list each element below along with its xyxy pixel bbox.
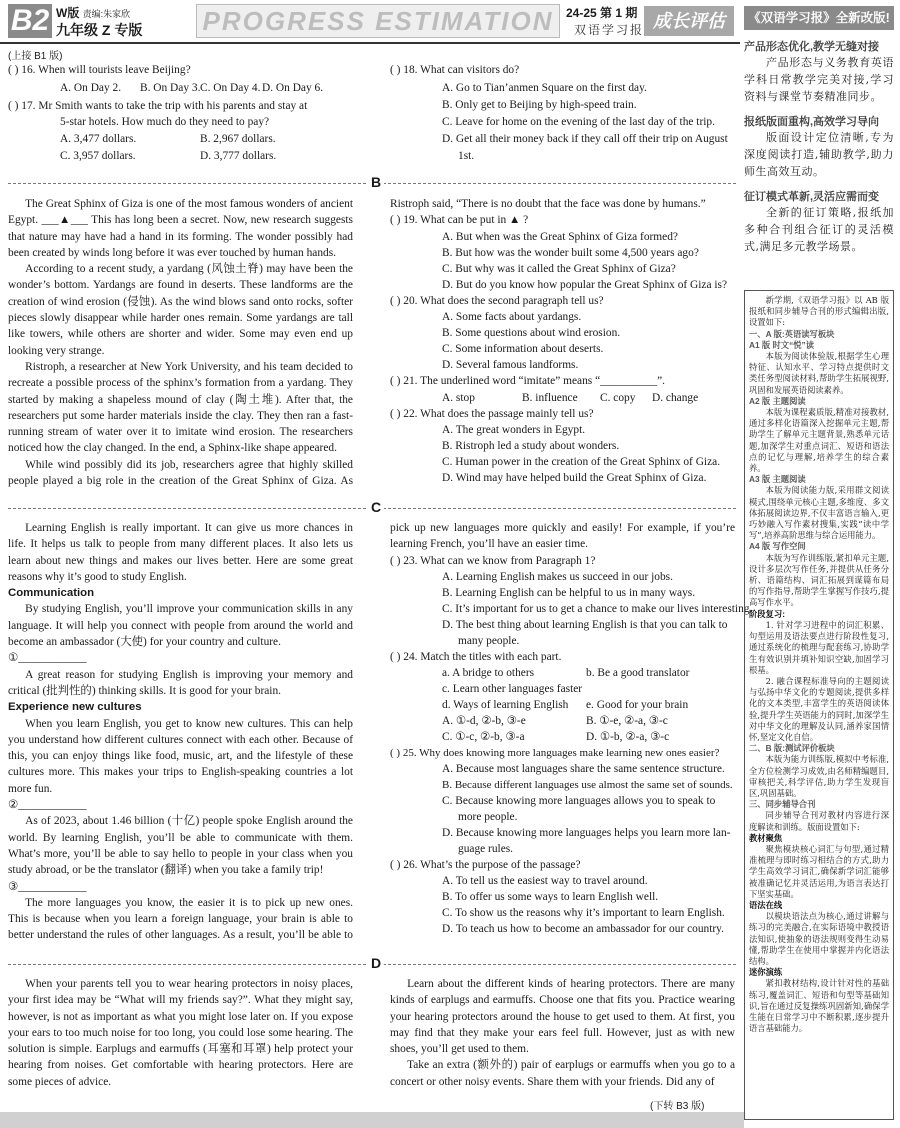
q18-option-b: B. Only get to Beijing by high-speed train.	[442, 99, 637, 111]
q18-option-c: C. Leave for home on the evening of the last day of the trip.	[442, 116, 715, 128]
q26-option-b: B. To offer us some ways to learn English well.	[442, 891, 659, 903]
q25-option-c-cont: more people.	[458, 811, 518, 823]
q24-title-a: a. A bridge to others	[442, 667, 535, 679]
q22-option-a: A. The great wonders in Egypt.	[442, 424, 586, 436]
q22-option-c: C. Human power in the creation of the Great Sphinx of Giza.	[442, 456, 721, 468]
passage-c-left	[8, 520, 353, 943]
question-17-cont: 5-star hotels. How much do they need to pay?	[60, 116, 270, 128]
q23-option-a: A. Learning English makes us succeed in our jobs.	[442, 571, 673, 583]
q25-option-d: D. Because knowing more languages helps you learn more lan-	[442, 827, 731, 839]
a4-heading: A4 版 写作空间	[749, 541, 806, 552]
sidebar-title: 《双语学习报》全新改版!	[744, 6, 894, 30]
a1-heading: A1 版 时文“悦”读	[749, 339, 814, 350]
passage-c-continuation	[390, 520, 740, 554]
q23-option-d-cont: many people.	[458, 635, 520, 647]
section-label-b: B	[368, 174, 384, 190]
header-rule	[0, 42, 740, 44]
c3-heading: 迷你演练	[749, 967, 783, 978]
q26-option-d: D. To teach us how to become an ambassador for our country.	[442, 923, 724, 935]
passage-d-right	[390, 976, 735, 1090]
passage-d-paragraph-3: Take an extra (额外的) pair of earplugs or earmuffs when you go to a concert or other noisy events. Share them with your friends. Did any of	[390, 1059, 735, 1088]
passage-b-continuation: Ristroph said, “There is no doubt that the face was done by humans.”	[390, 198, 706, 210]
passage-b-paragraph-1: The Great Sphinx of Giza is one of the most famous wonders of ancient Egypt. ___▲___ This has long been a secret. Now, new research suggests that nature may have had a hand in its forming. The wonder possibly had been created by winds long before it was ever touched by human hands.	[8, 198, 353, 259]
a4-text: 本版为写作训练版,紧扣单元主题,设计多层次写作任务,并提供从任务分析、语篇结构、词汇拓展到谋篇布局的写作指导,帮助学生掌握写作技巧,提高写作水平。	[749, 552, 889, 608]
passage-c-paragraph-1: Learning English is really important. It can give us more chances in life. It helps us talk to people from many different places. It also lets us learn about new things and makes our lives better. Here are some great reasons why it’s good to study English.	[8, 522, 353, 583]
review-item-1: 1. 针对学习进程中的词汇积累、句型运用及语法要点进行阶段性复习,通过系统化的梳理与配套练习,协助学生有效识别并填补知识空缺,加固学习根基。	[749, 619, 889, 675]
passage-c-paragraph-6: The more languages you know, the easier it is to pick up new ones. This is because when you learn a foreign language, your brain is able to better understand the rules of other languages. As a result, you’ll be able to	[8, 896, 353, 942]
q17-option-d: D. 3,777 dollars.	[200, 150, 277, 162]
page-badge: B2	[8, 4, 52, 38]
q19-option-a: A. But when was the Great Sphinx of Giza formed?	[442, 231, 678, 243]
q25-option-c: C. Because knowing more languages allows you to speak to	[442, 795, 716, 807]
section-tag: 成长评估	[644, 6, 734, 36]
q25-option-a: A. Because most languages share the same sentence structure.	[442, 763, 725, 775]
q24-title-c: c. Learn other languages faster	[442, 683, 583, 695]
promo-text-2: 版面设计定位清晰,专为深度阅读打造,辅助教学,助力师生高效互动。	[744, 131, 894, 178]
q16-option-a: A. On Day 2.	[60, 82, 122, 94]
q25-option-b: B. Because different languages use almost the same set of sounds.	[442, 779, 733, 791]
q19-option-c: C. But why was it called the Great Sphinx of Giza?	[442, 263, 676, 275]
c-text: 同步辅导合刊对教材内容进行深度解读和训练。版面设置如下:	[749, 810, 889, 832]
a2-text: 本版为课程素质版,精准对接教材,通过多样化语篇深入挖掘单元主题,帮助学生了解单元主题背景,熟悉单元话题,加深学生对重点词汇、短语和语法点的记忆与理解,培养学生的综合素养。	[749, 407, 889, 474]
question-23: ( ) 23. What can we know from Paragraph 1?	[390, 555, 596, 567]
review-item-2: 2. 融合课程标准导向的主题阅读与弘扬中华文化的专题阅读,提供多样化的文本类型,丰富学生的英语阅读体验,提升学生英语能力的同时,加深学生对中华文化的理解及认同,涵养家国情怀,坚定文化自信。	[749, 675, 889, 742]
a3-heading: A3 版 主题阅读	[749, 474, 806, 485]
q25-option-d-cont: guage rules.	[458, 843, 514, 855]
passage-c-paragraph-4: When you learn English, you get to know new cultures. This can help you understand how different cultures connect with each other. Because of this, you can enjoy things like food, music, art, and the lifestyle of these cultures more. This makes your trips to English-speaking countries a lot more fun.	[8, 717, 353, 795]
passage-c-paragraph-6-tail: pick up new languages more quickly and easily! For example, if you’re learning French, you’ll have an easier time.	[390, 521, 735, 551]
q24-option-d: D. ①-b, ②-a, ③-c	[586, 731, 670, 743]
q23-option-b: B. Learning English can be helpful to us in many ways.	[442, 587, 696, 599]
passage-c-blank-3[interactable]: ③____________	[8, 880, 87, 893]
passage-c-heading-2: Experience new cultures	[8, 701, 142, 714]
c1-heading: 教材聚焦	[749, 832, 783, 843]
q24-option-c: C. ①-c, ②-b, ③-a	[442, 731, 525, 743]
q20-option-d: D. Several famous landforms.	[442, 359, 579, 371]
a-section-heading: 一、A 版:英语读写板块	[749, 328, 835, 339]
q18-option-a: A. Go to Tian’anmen Square on the first day.	[442, 82, 647, 94]
c1-text: 聚焦模块核心词汇与句型,通过精准梳理与即时练习相结合的方式,助力学生高效学习词汇,确保新学词汇能够被准确记忆并灵活运用,为语言表达打下坚实基础。	[749, 843, 889, 899]
section-label-c: C	[368, 499, 384, 515]
q20-option-a: A. Some facts about yardangs.	[442, 311, 582, 323]
question-25: ( ) 25. Why does knowing more languages make learning new ones easier?	[390, 747, 720, 759]
q22-option-d: D. Wind may have helped build the Great Sphinx of Giza.	[442, 472, 707, 484]
section-label-d: D	[368, 955, 384, 971]
promo-heading-2: 报纸版面重构,高效学习导向	[744, 116, 880, 128]
q21-option-d: D. change	[652, 392, 699, 404]
intro-text: 新学期,《双语学习报》以 AB 版报纸和同步辅导合刊的形式编辑出版,设置如下:	[749, 295, 889, 328]
promo-text-1: 产品形态与义务教育英语学科日常教学完美对接,学习资料与课堂节奏精准同步。	[744, 56, 894, 103]
q18-option-d: D. Get all their money back if they call off their trip on August	[442, 133, 728, 145]
q24-title-b: b. Be a good translator	[586, 667, 690, 679]
q23-option-c: C. It’s important for us to get a chance to make our lives interesting.	[442, 603, 753, 615]
banner-title: PROGRESS ESTIMATION	[196, 4, 560, 38]
continued-from: (上接 B1 版)	[8, 51, 63, 62]
sidebar-promo	[744, 34, 894, 284]
a2-heading: A2 版 主题阅读	[749, 395, 806, 406]
q24-title-d: d. Ways of learning English	[442, 699, 569, 711]
promo-heading-3: 征订模式革新,灵活应需而变	[744, 191, 880, 203]
sidebar-intro-box	[744, 290, 894, 1120]
passage-c-blank-1[interactable]: ①____________	[8, 652, 87, 665]
passage-c-paragraph-2: By studying English, you’ll improve your communication skills in any language. It will help you connect with people from around the world and become an ambassador (大使) for your country and culture.	[8, 603, 353, 649]
q20-option-b: B. Some questions about wind erosion.	[442, 327, 621, 339]
q26-option-a: A. To tell us the easiest way to travel around.	[442, 875, 648, 887]
question-17: ( ) 17. Mr Smith wants to take the trip with his parents and stay at	[8, 100, 308, 112]
q19-option-d: D. But do you know how popular the Great Sphinx of Giza is?	[442, 279, 728, 291]
passage-c-blank-2[interactable]: ②____________	[8, 799, 87, 812]
promo-heading-1: 产品形态优化,教学无缝对接	[744, 41, 880, 53]
question-18: ( ) 18. What can visitors do?	[390, 64, 520, 76]
q24-option-b: B. ①-e, ②-a, ③-c	[586, 715, 668, 727]
question-24: ( ) 24. Match the titles with each part.	[390, 651, 562, 663]
passage-d-paragraph-1: When your parents tell you to wear hearing protectors in noisy places, your first idea may be “What will my friends say?”. What they might say, however, is not as important as what you might lose later on. If you expose your ears to too much noise for too long, you could lose some hearing. The solution is simple. Earplugs and earmuffs (耳塞和耳罩) help protect your hearing from noises. Get comfortable with hearing protectors. Here are some pieces of advice.	[8, 978, 353, 1088]
passage-d-paragraph-2: Learn about the different kinds of hearing protectors. There are many kinds of earplugs and earmuffs. Choose one that fits you. Practice wearing your hearing protectors around the house to get used to them. At first, you may find that they make your ears feel full. However, just as with new shoes, you’ll get used to them.	[390, 978, 735, 1056]
passage-b-paragraph-2: According to a recent study, a yardang (风蚀土脊) may have been the wonder’s bottom. Yardangs are found in deserts. These landforms are the creation of wind erosion (侵蚀). As the wind blows sand onto rocks, softer pieces slowly disappear while harder ones remain. Some yardangs are tall like towers, while others are shorter and wider. Some may even end up looking very strange.	[8, 263, 353, 357]
q22-option-b: B. Ristroph led a study about wonders.	[442, 440, 620, 452]
b-text: 本版为能力训练版,模拟中考标准,全方位检测学习成效,由名师精编题目,审核把关,科学评估,助力学生发现盲区,巩固基础。	[749, 754, 889, 798]
review-heading: 阶段复习:	[749, 608, 785, 619]
question-20: ( ) 20. What does the second paragraph tell us?	[390, 295, 604, 307]
passage-d-left	[8, 976, 353, 1090]
q23-option-d: D. The best thing about learning English is that you can talk to	[442, 619, 728, 631]
issue-number: 24-25 第 1 期	[566, 6, 638, 20]
question-16: ( ) 16. When will tourists leave Beijing?	[8, 64, 191, 76]
q16-option-d: D. On Day 6.	[262, 82, 324, 94]
question-26: ( ) 26. What’s the purpose of the passage?	[390, 859, 581, 871]
grade-label: 九年级 Z 专版	[56, 22, 143, 38]
paper-name: 双语学习报	[574, 23, 645, 37]
q21-option-b: B. influence	[522, 392, 578, 404]
q17-option-c: C. 3,957 dollars.	[60, 150, 136, 162]
q16-option-c: C. On Day 4.	[200, 82, 261, 94]
q17-option-b: B. 2,967 dollars.	[200, 133, 276, 145]
q18-option-d-cont: 1st.	[458, 150, 475, 162]
passage-b-paragraph-4: While wind possibly did its job, researchers agree that highly skilled people played a big role in the creation of the Great Sphinx of Giza. As	[8, 458, 353, 488]
question-19: ( ) 19. What can be put in ▲ ?	[390, 214, 529, 226]
passage-b-paragraph-3: Ristroph, a researcher at New York University, and his team decided to recreate a possible process of the sphinx’s formation from a yardang. They started by making a shapeless mound of clay (陶土堆). After that, the researchers put some harder materials inside the clay. They then ran a fast-running stream of water over it to imitate wind erosion. The researchers noticed how the clay changed. In the end, a Sphinx-like shape appeared.	[8, 360, 353, 455]
q17-option-a: A. 3,477 dollars.	[60, 133, 137, 145]
q21-option-c: C. copy	[600, 392, 636, 404]
question-22: ( ) 22. What does the passage mainly tell us?	[390, 408, 594, 420]
continued-to: (下转 B3 版)	[650, 1101, 705, 1112]
c3-text: 紧扣教材结构,设计针对性的基础练习,覆盖词汇、短语和句型等基础知识,旨在通过反复操练巩固新知,确保学生能在日常学习中不断积累,逐步提升语言基础能力。	[749, 978, 889, 1034]
a1-text: 本版为阅读体验版,根据学生心理特征、认知水平、学习特点提供时文类任务型阅读材料,帮助学生拓展视野,巩固和发展英语阅读素养。	[749, 351, 889, 395]
q20-option-c: C. Some information about deserts.	[442, 343, 604, 355]
question-21: ( ) 21. The underlined word “imitate” means “__________”.	[390, 375, 665, 387]
footer-bar	[0, 1112, 744, 1128]
q21-option-a: A. stop	[442, 392, 475, 404]
b-section-heading: 二、B 版:测试评价板块	[749, 743, 835, 754]
c-section-heading: 三、同步辅导合刊	[749, 799, 816, 810]
edition: W版	[56, 6, 80, 20]
c2-text: 以模块语法点为核心,通过讲解与练习的完美融合,在实际语境中教授语法知识,使抽象的语法规则变得生动易懂,帮助学生在使用中掌握并内化语法结构。	[749, 911, 889, 966]
passage-c-paragraph-5: As of 2023, about 1.46 billion (十亿) people spoke English around the world. By learning English, you’ll be able to communicate with them. What’s more, you’ll be able to say hello to people in your class when you study abroad, or be the translator (翻译) when you take a family trip!	[8, 815, 353, 877]
q26-option-c: C. To show us the reasons why it’s important to learn English.	[442, 907, 725, 919]
passage-b-left	[8, 196, 353, 491]
editor: 责编:朱家欣	[82, 9, 131, 19]
q19-option-b: B. But how was the wonder built some 4,500 years ago?	[442, 247, 699, 259]
c2-heading: 语法在线	[749, 899, 783, 910]
passage-c-paragraph-3: A great reason for studying English is improving your memory and critical (批判性的) thinking skills. It is good for your brain.	[8, 668, 353, 697]
passage-c-heading-1: Communication	[8, 587, 95, 600]
q24-title-e: e. Good for your brain	[586, 699, 689, 711]
promo-text-3: 全新的征订策略,报纸加多种合刊组合征订的灵活模式,满足多元教学场景。	[744, 206, 894, 253]
q16-option-b: B. On Day 3.	[140, 82, 201, 94]
a3-text: 本版为阅读能力版,采用群文阅读模式,围绕单元核心主题,多维度、多文体拓展阅读边界,不仅丰富语言输入,更巧妙融入写作素材搜集,实践“读中学写”,培养高阶思维与综合运用能力。	[749, 485, 889, 541]
q24-option-a: A. ①-d, ②-b, ③-e	[442, 715, 526, 727]
edition-line	[56, 4, 130, 21]
